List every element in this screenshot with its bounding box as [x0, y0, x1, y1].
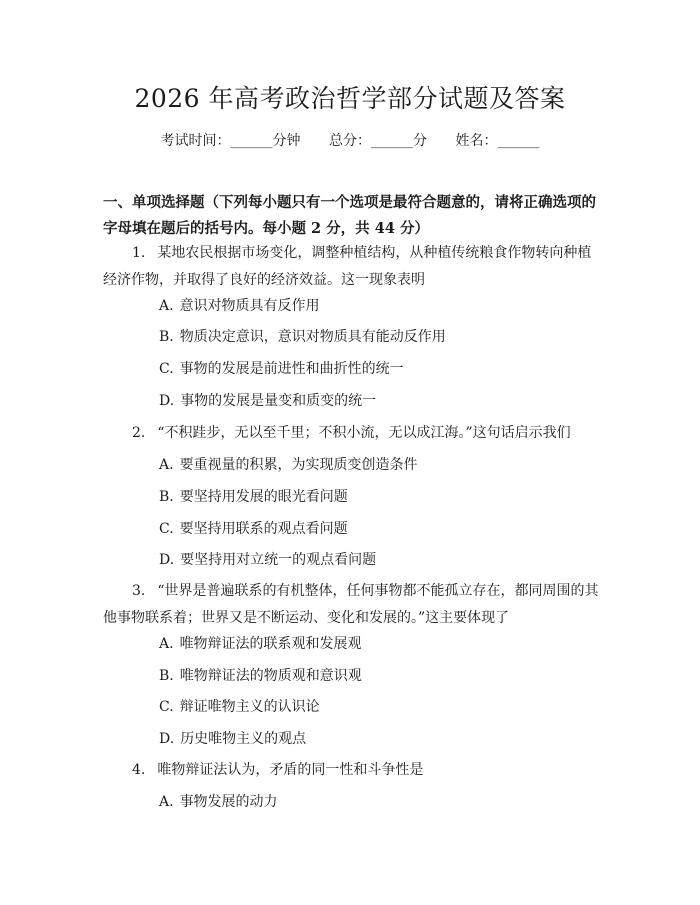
exam-score: 总分：______分: [329, 133, 427, 149]
option-letter: C.: [159, 361, 174, 377]
option-item: [159, 391, 599, 411]
option-item: [159, 455, 599, 475]
option-text: 事物发展的动力: [179, 794, 278, 810]
question-4: [103, 757, 600, 784]
student-name: 姓名：______: [455, 133, 540, 149]
option-letter: B.: [159, 668, 174, 684]
option-text: 唯物辩证法的联系观和发展观: [179, 636, 362, 652]
question-2: [103, 420, 600, 447]
option-text: 事物的发展是量变和质变的统一: [180, 393, 377, 409]
exam-meta: [0, 131, 700, 151]
option-text: 意识对物质具有反作用: [179, 298, 320, 314]
question-3: [103, 578, 600, 632]
option-item: [159, 327, 599, 347]
page-title: 2026 年高考政治哲学部分试题及答案: [134, 84, 566, 113]
question-number: 2.: [132, 425, 146, 441]
option-letter: D.: [159, 552, 175, 568]
question-1: [103, 240, 600, 294]
option-text: 事物的发展是前进性和曲折性的统一: [179, 361, 404, 377]
question-stem: 某地农民根据市场变化，调整种植结构，从种植传统粮食作物转向种植经济作物，并取得了良好的经济效益。这一现象表明: [103, 245, 592, 288]
option-letter: B.: [159, 329, 174, 345]
question-stem: “不积跬步，无以至千里；不积小流，无以成江海。”这句话启示我们: [157, 425, 571, 441]
option-letter: A.: [159, 794, 174, 810]
option-text: 历史唯物主义的观点: [180, 731, 307, 747]
question-stem: “世界是普遍联系的有机整体，任何事物都不能孤立存在，都同周围的其他事物联系着；世界又是不断运动、变化和发展的。”这主要体现了: [103, 583, 599, 626]
option-item: [159, 729, 599, 749]
option-text: 唯物辩证法的物质观和意识观: [179, 668, 362, 684]
option-letter: C.: [159, 521, 174, 537]
exam-time: 考试时间：______分钟: [160, 133, 301, 149]
option-item: [159, 296, 599, 316]
option-letter: B.: [159, 489, 174, 505]
option-letter: D.: [159, 731, 175, 747]
option-text: 要重视量的积累，为实现质变创造条件: [179, 457, 418, 473]
option-item: [159, 519, 599, 539]
option-letter: A.: [159, 457, 174, 473]
option-item: [159, 792, 599, 812]
option-item: [159, 550, 599, 570]
question-number: 1.: [132, 245, 146, 261]
question-number: 4.: [132, 762, 146, 778]
option-text: 辩证唯物主义的认识论: [179, 699, 320, 715]
option-text: 要坚持用发展的眼光看问题: [179, 489, 348, 505]
section-heading: 一、单项选择题（下列每小题只有一个选项是最符合题意的，请将正确选项的字母填在题后的括号内。每小题 2 分，共 44 分）: [103, 194, 596, 237]
question-stem: 唯物辩证法认为，矛盾的同一性和斗争性是: [157, 762, 424, 778]
option-letter: D.: [159, 393, 175, 409]
option-item: [159, 634, 599, 654]
option-text: 要坚持用联系的观点看问题: [179, 521, 348, 537]
option-letter: A.: [159, 636, 174, 652]
option-text: 要坚持用对立统一的观点看问题: [180, 552, 377, 568]
option-item: [159, 666, 599, 686]
option-item: [159, 359, 599, 379]
option-letter: A.: [159, 298, 174, 314]
option-item: [159, 697, 599, 717]
question-number: 3.: [132, 583, 146, 599]
option-letter: C.: [159, 699, 174, 715]
option-item: [159, 487, 599, 507]
option-text: 物质决定意识，意识对物质具有能动反作用: [179, 329, 446, 345]
